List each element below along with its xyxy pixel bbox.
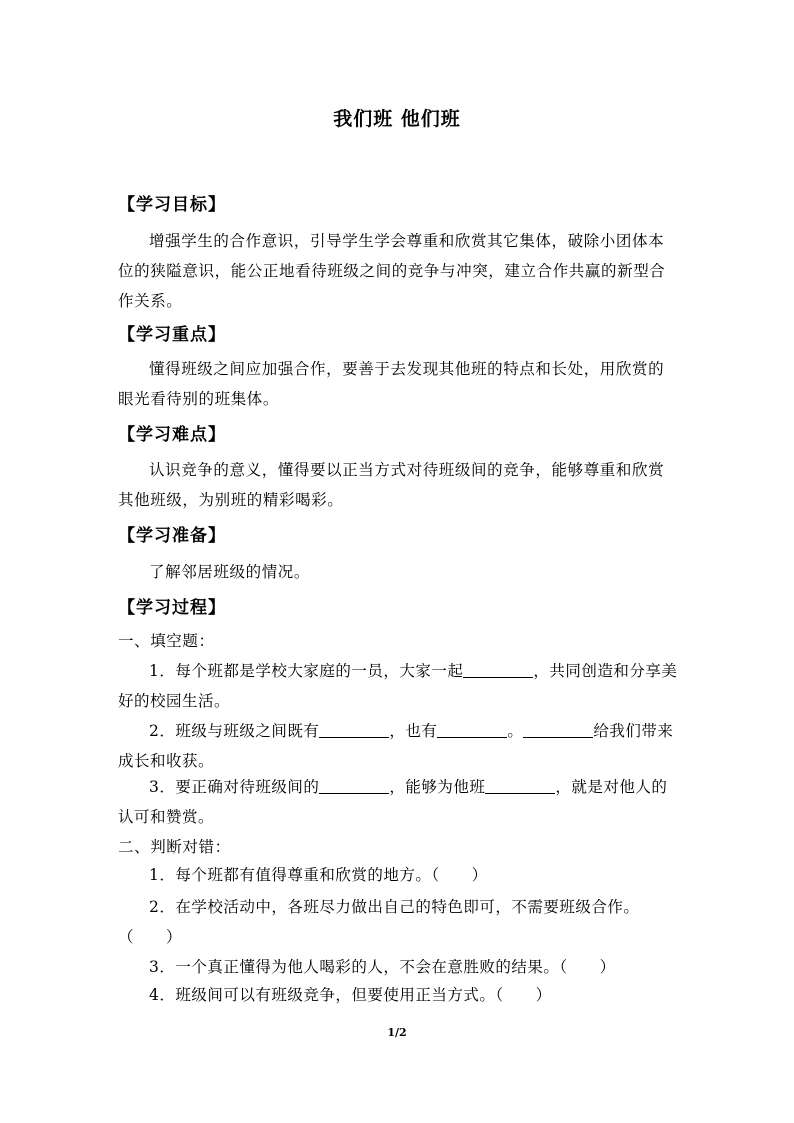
- judge-item: 1．每个班都有值得尊重和欣赏的地方。（ ）: [149, 866, 488, 884]
- answer-blank[interactable]: [319, 721, 389, 738]
- fill-question-1: [118, 656, 678, 716]
- fill-question-2: [118, 716, 678, 776]
- judge-section-label: 二、判断对错：: [118, 838, 231, 856]
- paragraph-focus: 懂得班级之间应加强合作，要善于去发现其他班的特点和长处，用欣赏的眼光看待别的班集体。: [118, 360, 665, 408]
- heading-focus: 【学习重点】: [118, 325, 226, 345]
- fill-q3-text-a: 3．要正确对待班级间的: [149, 778, 320, 796]
- fill-section-label: 一、填空题：: [118, 632, 215, 650]
- answer-blank[interactable]: [485, 777, 555, 794]
- page-title: 我们班 他们班: [333, 108, 461, 130]
- heading-difficulty: 【学习难点】: [118, 425, 226, 445]
- fill-question-3: [118, 772, 678, 832]
- fill-q1-text-a: 1．每个班都是学校大家庭的一员，大家一起: [149, 662, 464, 680]
- heading-process: 【学习过程】: [118, 598, 226, 618]
- heading-goal: 【学习目标】: [118, 195, 226, 215]
- fill-q1-text-b: ，共同创造和分享美好的校园生活。: [118, 662, 678, 710]
- paragraph-goal: 增强学生的合作意识，引导学生学会尊重和欣赏其它集体，破除小团体本位的狭隘意识，能公正地看待班级之间的竞争与冲突，建立合作共赢的新型合作关系。: [118, 232, 666, 310]
- page-number: 1/2: [387, 1026, 407, 1039]
- answer-blank[interactable]: [319, 777, 389, 794]
- fill-q3-text-c: ，就是对他人的认可和赞赏。: [118, 778, 668, 826]
- fill-q2-text-b: ，也有: [389, 722, 438, 740]
- answer-blank[interactable]: [463, 661, 533, 678]
- fill-q2-text-d: 给我们带来成长和收获。: [118, 722, 674, 770]
- judge-item: 2．在学校活动中，各班尽力做出自己的特色即可，不需要班级合作。（ ）: [118, 898, 640, 946]
- fill-q2-text-c: 。: [507, 722, 524, 740]
- fill-q3-text-b: ，能够为他班: [389, 778, 486, 796]
- fill-q2-text-a: 2．班级与班级之间既有: [149, 722, 320, 740]
- answer-blank[interactable]: [523, 721, 593, 738]
- paragraph-prep: 了解邻居班级的情况。: [149, 563, 311, 581]
- judge-item: 3．一个真正懂得为他人喝彩的人，不会在意胜败的结果。（ ）: [149, 958, 616, 976]
- paragraph-difficulty: 认识竞争的意义，懂得要以正当方式对待班级间的竞争，能够尊重和欣赏其他班级，为别班的精彩喝彩。: [118, 461, 665, 509]
- heading-prep: 【学习准备】: [118, 526, 226, 546]
- answer-blank[interactable]: [437, 721, 507, 738]
- judge-item: 4．班级间可以有班级竞争，但要使用正当方式。（ ）: [149, 986, 552, 1004]
